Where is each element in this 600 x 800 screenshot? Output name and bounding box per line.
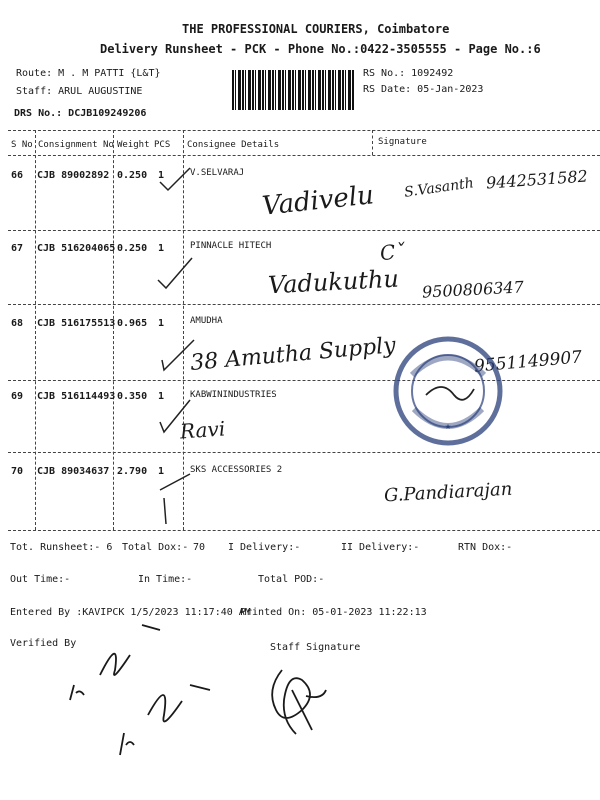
row-consignment: CJB 516175513 [37, 318, 116, 329]
drs-number: DRS No.: DCJB109249206 [14, 108, 147, 119]
col-header-consignment: Consignment No [38, 140, 114, 150]
company-title: THE PROFESSIONAL COURIERS, Coimbatore [182, 22, 450, 36]
runsheet-subtitle: Delivery Runsheet - PCK - Phone No.:0422-3505555 - Page No.:6 [100, 42, 541, 56]
row-weight: 2.790 [117, 466, 148, 477]
row-rule [8, 452, 600, 453]
entered-by: Entered By :KAVIPCK 1/5/2023 11:17:40 AM [10, 607, 251, 618]
rs-number: RS No.: 1092492 [363, 68, 454, 79]
staff-line: Staff: ARUL AUGUSTINE [16, 86, 143, 97]
rs-date: RS Date: 05-Jan-2023 [363, 84, 484, 95]
col-divider [372, 130, 373, 155]
row-weight: 0.965 [117, 318, 148, 329]
col-divider [113, 130, 114, 530]
row-sno: 66 [11, 170, 24, 181]
staff-signature-label: Staff Signature [270, 642, 361, 653]
handwritten-name: S.Vasanth [403, 175, 475, 201]
col-header-weight: Weight [117, 140, 150, 150]
row-weight: 0.250 [117, 243, 148, 254]
handwritten-signature: Vadivelu [260, 180, 376, 222]
tick-icon [162, 340, 194, 370]
row-rule [8, 380, 600, 381]
row-consignee: V.SELVARAJ [190, 168, 245, 178]
row-rule [8, 304, 600, 305]
handwritten-phone: 9442531582 [485, 166, 589, 193]
rtn-dox: RTN Dox:- [458, 542, 513, 553]
printed-on: Printed On: 05-01-2023 11:22:13 [240, 607, 427, 618]
handwritten-phone: 9551149907 [473, 347, 583, 377]
route-line: Route: M . M PATTI {L&T} [16, 68, 161, 79]
row-pcs: 1 [158, 391, 165, 402]
table-bottom-rule [8, 530, 600, 531]
row-weight: 0.350 [117, 391, 148, 402]
in-time: In Time:- [138, 574, 193, 585]
tick-icon [160, 474, 190, 524]
i-delivery: I Delivery:- [228, 542, 301, 553]
row-sno: 70 [11, 466, 24, 477]
row-weight: 0.250 [117, 170, 148, 181]
row-pcs: 1 [158, 318, 165, 329]
verified-signature [60, 615, 230, 765]
row-consignee: KABWININDUSTRIES [190, 390, 277, 400]
row-sno: 69 [11, 391, 24, 402]
barcode [232, 70, 354, 110]
handwritten-signature: 38 Amutha Supply [189, 333, 397, 376]
row-consignment: CJB 89034637 [37, 466, 110, 477]
tick-marks [150, 160, 210, 540]
total-pod: Total POD:- [258, 574, 325, 585]
row-consignee: SKS ACCESSORIES 2 [190, 465, 283, 475]
row-pcs: 1 [158, 243, 165, 254]
verified-by-label: Verified By [10, 638, 77, 649]
row-rule [8, 230, 600, 231]
staff-signature [262, 660, 332, 740]
handwritten-phone: 9500806347 [421, 277, 525, 302]
row-sno: 67 [11, 243, 24, 254]
row-sno: 68 [11, 318, 24, 329]
col-header-pcs: PCS [154, 140, 171, 150]
tick-icon [160, 400, 190, 432]
col-header-consignee: Consignee Details [187, 140, 280, 150]
total-dox-value: 70 [193, 542, 206, 553]
col-header-sno: S No [11, 140, 33, 150]
row-consignment: CJB 516114493 [37, 391, 116, 402]
row-pcs: 1 [158, 170, 165, 181]
company-stamp [392, 335, 504, 447]
handwritten-signature: Vadukuthu [267, 264, 400, 300]
total-runsheet: Tot. Runsheet:- 6 [10, 542, 113, 553]
handwritten-name: G.Pandiarajan [383, 478, 513, 507]
row-consignee: PINNACLE HITECH [190, 241, 272, 251]
row-consignee: AMUDHA [190, 316, 223, 326]
out-time: Out Time:- [10, 574, 71, 585]
table-top-rule [8, 130, 600, 131]
tick-icon [160, 168, 190, 190]
col-header-signature: Signature [378, 137, 427, 147]
table-header-rule [8, 155, 600, 156]
col-divider [35, 130, 36, 530]
total-dox-label: Total Dox:- [122, 542, 189, 553]
handwritten-signature: Ravi [179, 416, 226, 444]
ii-delivery: II Delivery:- [341, 542, 420, 553]
handwritten-mark: Cˇ [378, 238, 407, 266]
tick-icon [158, 258, 192, 288]
row-consignment: CJB 89002892 [37, 170, 110, 181]
svg-text:★: ★ [444, 421, 452, 432]
row-consignment: CJB 516204065 [37, 243, 116, 254]
row-pcs: 1 [158, 466, 165, 477]
